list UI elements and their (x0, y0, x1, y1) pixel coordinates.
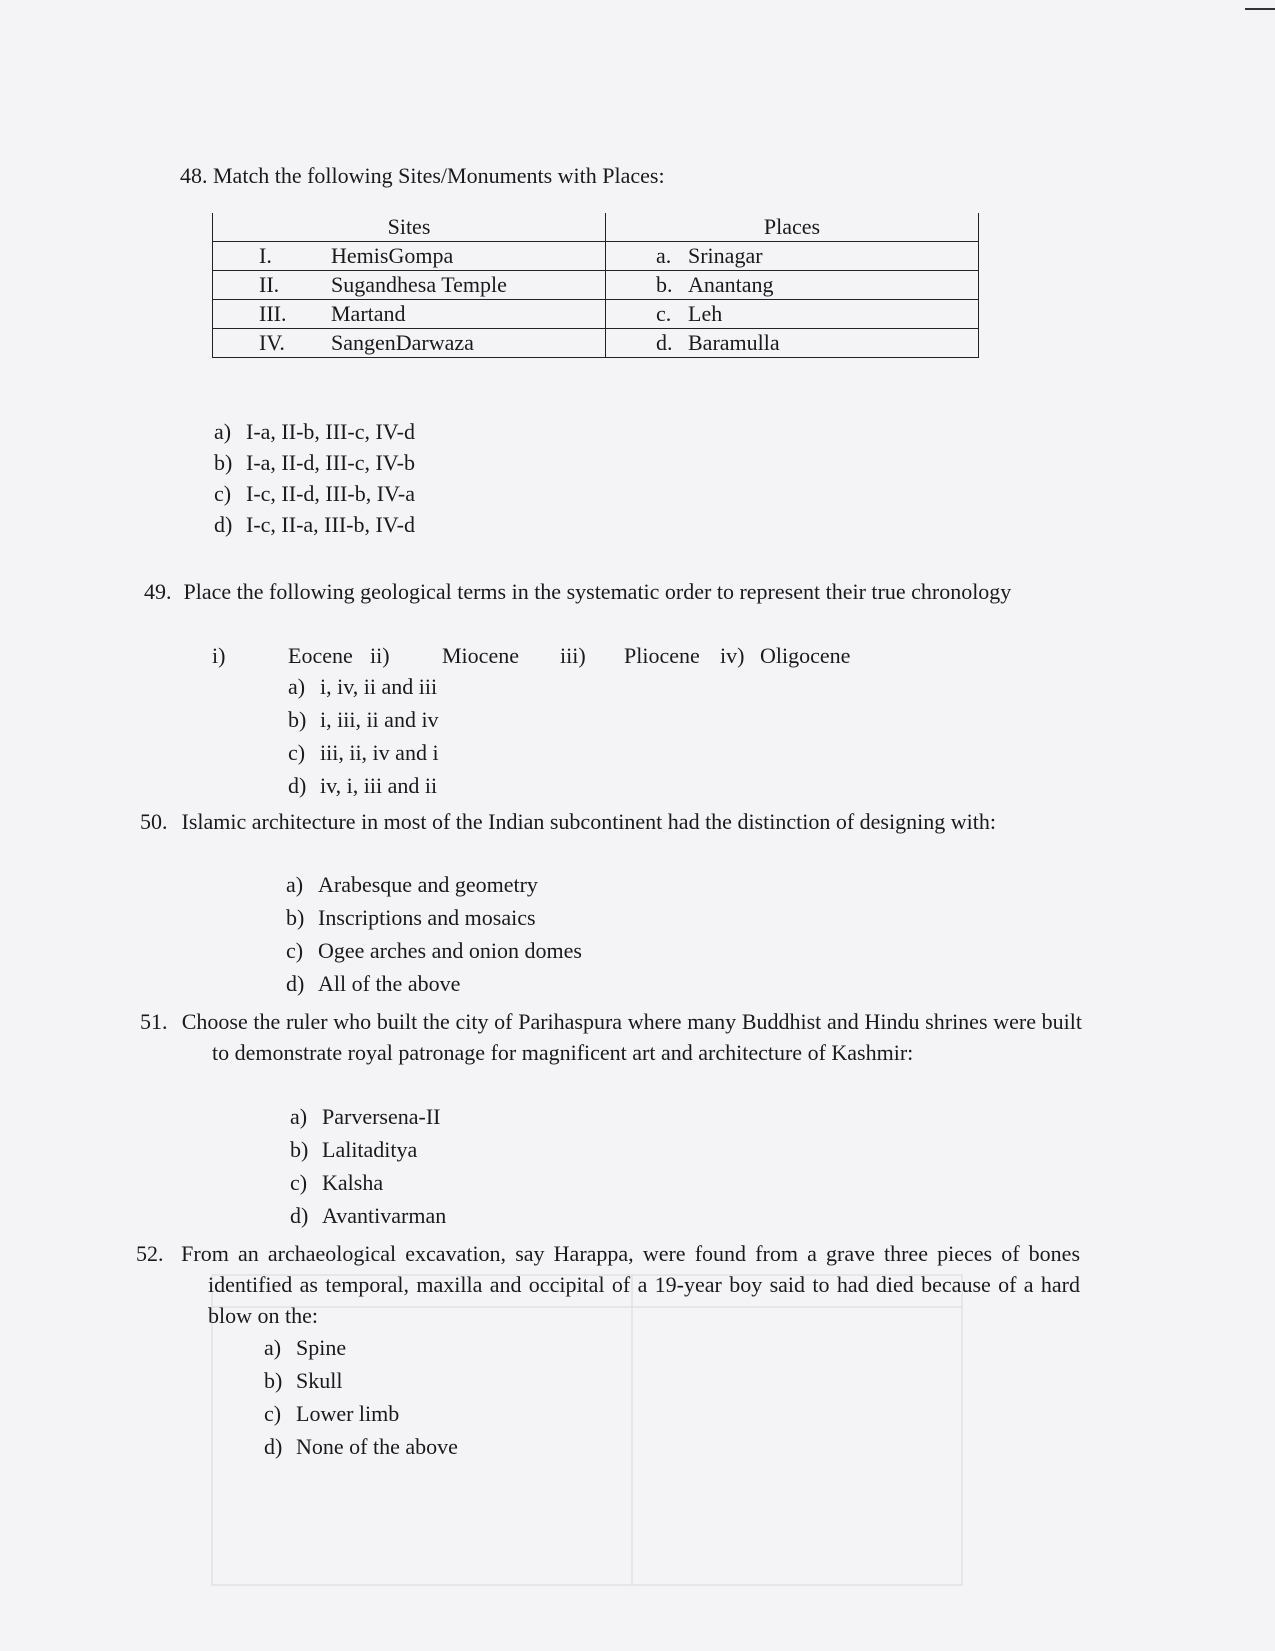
question-stem: From an archaeological excavation, say Harappa, were found from a grave three pieces of bones identified as temporal, maxilla and occipital of a 19-year boy said to had died because of a hard blow on the: (181, 1241, 1081, 1328)
option-text: i, iii, ii and iv (320, 707, 439, 732)
row-roman: IV. (259, 330, 285, 355)
place-name: Anantang (688, 272, 774, 297)
question-49: 49. Place the following geological terms in the systematic order to represent their true chronology (144, 579, 1012, 604)
question-stem: Match the following Sites/Monuments with Places: (213, 163, 665, 188)
option-49-d[interactable] (288, 770, 437, 801)
row-letter: a. (656, 243, 672, 268)
option-text: All of the above (318, 971, 461, 996)
option-text: I-c, II-d, III-b, IV-a (246, 481, 415, 506)
option-48-b[interactable] (214, 447, 415, 478)
question-48 (180, 160, 1080, 191)
row-letter: d. (656, 330, 673, 355)
option-48-a[interactable] (214, 416, 415, 447)
option-label: c) (286, 938, 304, 963)
option-label: a) (264, 1335, 282, 1360)
option-label: d) (214, 512, 233, 537)
option-50-a[interactable] (286, 869, 538, 900)
option-48-d[interactable] (214, 509, 415, 540)
option-text: Arabesque and geometry (318, 872, 538, 897)
option-52-d[interactable] (264, 1431, 458, 1462)
option-text: Lower limb (296, 1401, 400, 1426)
option-text: iii, ii, iv and i (320, 740, 439, 765)
option-51-a[interactable] (290, 1101, 441, 1132)
option-label: b) (288, 707, 307, 732)
option-label: a) (290, 1104, 308, 1129)
option-label: c) (290, 1170, 308, 1195)
option-label: c) (264, 1401, 282, 1426)
site-name: HemisGompa (331, 243, 454, 268)
option-text: I-a, II-b, III-c, IV-d (246, 419, 415, 444)
option-text: Avantivarman (322, 1203, 447, 1228)
question-52: 52. From an archaeological excavation, say Harappa, were found from a grave three pieces of bones identified as temporal, maxilla and occipital of a 19-year boy said to had died because of a hard blow on the: (136, 1241, 1081, 1328)
site-name: SangenDarwaza (331, 330, 474, 355)
option-label: b) (286, 905, 305, 930)
option-text: Skull (296, 1368, 343, 1393)
row-roman: III. (259, 301, 287, 326)
option-text: i, iv, ii and iii (320, 674, 438, 699)
option-text: Spine (296, 1335, 347, 1360)
table-row (213, 300, 979, 329)
option-50-b[interactable] (286, 902, 536, 933)
table-row (213, 329, 979, 358)
option-49-b[interactable] (288, 704, 439, 735)
table-row (213, 271, 979, 300)
option-text: Ogee arches and onion domes (318, 938, 582, 963)
term-label: ii) (370, 643, 390, 668)
option-49-a[interactable] (288, 671, 437, 702)
question-50: 50. Islamic architecture in most of the Indian subcontinent had the distinction of designing with: (140, 809, 996, 834)
option-text: Lalitaditya (322, 1137, 418, 1162)
site-name: Sugandhesa Temple (331, 272, 507, 297)
term: Eocene (288, 643, 353, 668)
option-52-b[interactable] (264, 1365, 342, 1396)
term-label: i) (212, 643, 226, 668)
term: Miocene (442, 643, 519, 668)
option-label: d) (290, 1203, 309, 1228)
question-number: 48. (180, 163, 208, 188)
question-stem: Islamic architecture in most of the Indian subcontinent had the distinction of designing with: (181, 809, 996, 834)
table-row (213, 242, 979, 271)
option-label: b) (214, 450, 233, 475)
option-text: Inscriptions and mosaics (318, 905, 536, 930)
option-49-c[interactable] (288, 737, 439, 768)
option-50-d[interactable] (286, 968, 460, 999)
question-stem: Choose the ruler who built the city of Parihaspura where many Buddhist and Hindu shrines were built to demonstrate royal patronage for magnificent art and architecture of Kashmir: (181, 1009, 1083, 1065)
row-roman: I. (259, 243, 272, 268)
option-text: I-c, II-a, III-b, IV-d (246, 512, 415, 537)
option-label: d) (288, 773, 307, 798)
option-label: a) (214, 419, 232, 444)
option-label: d) (286, 971, 305, 996)
term: Pliocene (624, 643, 700, 668)
option-48-c[interactable] (214, 478, 415, 509)
row-letter: b. (656, 272, 673, 297)
place-name: Baramulla (688, 330, 780, 355)
row-roman: II. (259, 272, 280, 297)
geological-terms (212, 640, 850, 671)
option-label: a) (286, 872, 304, 897)
option-51-b[interactable] (290, 1134, 417, 1165)
place-name: Srinagar (688, 243, 763, 268)
option-text: None of the above (296, 1434, 458, 1459)
place-name: Leh (688, 301, 723, 326)
site-name: Martand (331, 301, 406, 326)
question-51: 51. Choose the ruler who built the city of Parihaspura where many Buddhist and Hindu shrines were built to demonstrate royal patronage for magnificent art and architecture of Kashmir: (140, 1009, 1083, 1065)
match-table (212, 213, 979, 358)
option-52-c[interactable] (264, 1398, 399, 1429)
option-label: a) (288, 674, 306, 699)
term: Oligocene (760, 643, 851, 668)
option-label: b) (264, 1368, 283, 1393)
row-letter: c. (656, 301, 672, 326)
option-label: c) (288, 740, 306, 765)
option-51-d[interactable] (290, 1200, 446, 1231)
column-header-sites: Sites (213, 213, 606, 242)
option-text: Kalsha (322, 1170, 384, 1195)
option-label: b) (290, 1137, 309, 1162)
question-stem: Place the following geological terms in the systematic order to represent their true chronology (183, 579, 1012, 604)
option-52-a[interactable] (264, 1332, 346, 1363)
option-text: iv, i, iii and ii (320, 773, 438, 798)
option-51-c[interactable] (290, 1167, 383, 1198)
term-label: iv) (720, 643, 745, 668)
option-50-c[interactable] (286, 935, 582, 966)
option-text: Parversena-II (322, 1104, 441, 1129)
option-text: I-a, II-d, III-c, IV-b (246, 450, 415, 475)
option-label: d) (264, 1434, 283, 1459)
column-header-places: Places (606, 213, 979, 242)
term-label: iii) (560, 643, 586, 668)
option-label: c) (214, 481, 232, 506)
